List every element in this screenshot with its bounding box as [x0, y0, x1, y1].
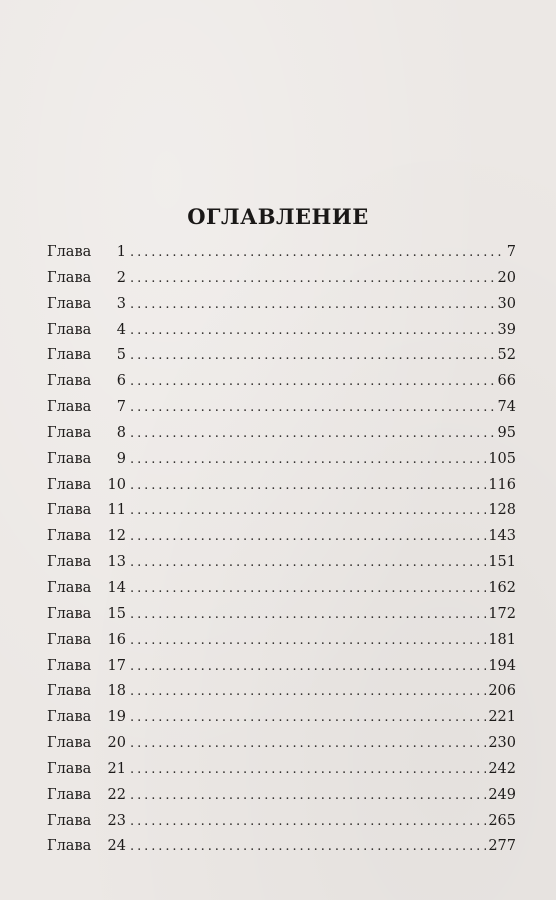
page-number: 172 — [488, 605, 516, 622]
chapter-label: Глава — [47, 502, 92, 519]
chapter-number: 4 — [116, 321, 126, 338]
dot-leader — [130, 602, 486, 628]
dot-leader — [130, 343, 496, 369]
dot-leader — [130, 757, 486, 783]
chapter-label: Глава — [47, 347, 92, 364]
dot-leader — [130, 292, 496, 318]
chapter-label: Глава — [47, 786, 92, 803]
chapter-label: Глава — [47, 269, 92, 286]
dot-leader — [130, 705, 486, 731]
page-title: ОГЛАВЛЕНИЕ — [187, 204, 369, 229]
toc-entry — [47, 240, 516, 266]
dot-leader — [130, 628, 486, 654]
page-number: 105 — [488, 450, 516, 467]
chapter-number: 16 — [107, 631, 126, 648]
page-number: 162 — [488, 579, 516, 596]
dot-leader — [130, 834, 486, 860]
chapter-label: Глава — [47, 631, 92, 648]
toc-entry — [47, 731, 516, 757]
chapter-number: 2 — [116, 269, 126, 286]
chapter-label: Глава — [47, 450, 92, 467]
toc-entry — [47, 447, 516, 473]
page-number: 39 — [497, 321, 516, 338]
toc-entry — [47, 498, 516, 524]
chapter-number: 24 — [107, 838, 126, 855]
chapter-number: 18 — [107, 683, 126, 700]
dot-leader — [130, 447, 486, 473]
dot-leader — [130, 550, 486, 576]
chapter-label: Глава — [47, 709, 92, 726]
toc-entry — [47, 628, 516, 654]
chapter-label: Глава — [47, 554, 92, 571]
page-number: 74 — [497, 399, 516, 416]
chapter-number: 22 — [107, 786, 126, 803]
toc-entry — [47, 654, 516, 680]
toc-entry — [47, 705, 516, 731]
page-number: 277 — [488, 838, 516, 855]
page-number: 221 — [488, 709, 516, 726]
chapter-label: Глава — [47, 399, 92, 416]
toc-entry — [47, 395, 516, 421]
toc-entry — [47, 757, 516, 783]
page-number: 128 — [488, 502, 516, 519]
page-number: 30 — [497, 295, 516, 312]
chapter-label: Глава — [47, 838, 92, 855]
page-number: 52 — [497, 347, 516, 364]
chapter-number: 13 — [107, 554, 126, 571]
chapter-label: Глава — [47, 735, 92, 752]
page-number: 249 — [488, 786, 516, 803]
toc-entry — [47, 809, 516, 835]
page-number: 7 — [506, 244, 516, 260]
dot-leader — [130, 369, 496, 395]
toc-entry — [47, 602, 516, 628]
chapter-label: Глава — [47, 476, 92, 493]
chapter-number: 19 — [107, 709, 126, 726]
toc-entry — [47, 473, 516, 499]
chapter-label: Глава — [47, 683, 92, 700]
chapter-label: Глава — [47, 657, 92, 674]
toc-entry — [47, 292, 516, 318]
dot-leader — [130, 395, 496, 421]
page-number: 206 — [488, 683, 516, 700]
toc-entry — [47, 524, 516, 550]
chapter-label: Глава — [47, 812, 92, 829]
chapter-number: 12 — [107, 528, 126, 545]
dot-leader — [130, 654, 486, 680]
chapter-label: Глава — [47, 373, 92, 390]
toc-entry — [47, 266, 516, 292]
dot-leader — [130, 266, 496, 292]
chapter-label: Глава — [47, 605, 92, 622]
chapter-label: Глава — [47, 244, 92, 260]
page-number: 242 — [488, 760, 516, 777]
page-number: 230 — [488, 735, 516, 752]
page-number: 181 — [488, 631, 516, 648]
page-number: 151 — [488, 554, 516, 571]
page-number: 95 — [497, 424, 516, 441]
dot-leader — [130, 731, 486, 757]
page-number: 194 — [488, 657, 516, 674]
dot-leader — [130, 318, 496, 344]
page-number: 143 — [488, 528, 516, 545]
dot-leader — [130, 421, 496, 447]
chapter-label: Глава — [47, 760, 92, 777]
toc-entry — [47, 783, 516, 809]
dot-leader — [130, 473, 486, 499]
chapter-number: 1 — [116, 244, 126, 260]
chapter-number: 7 — [116, 399, 126, 416]
page-number: 20 — [497, 269, 516, 286]
chapter-number: 17 — [107, 657, 126, 674]
toc-entry — [47, 369, 516, 395]
chapter-label: Глава — [47, 295, 92, 312]
chapter-number: 10 — [107, 476, 126, 493]
chapter-number: 6 — [116, 373, 126, 390]
chapter-number: 3 — [116, 295, 126, 312]
dot-leader — [130, 240, 505, 266]
chapter-number: 9 — [116, 450, 126, 467]
chapter-number: 14 — [107, 579, 126, 596]
dot-leader — [130, 524, 486, 550]
toc-entry — [47, 343, 516, 369]
table-of-contents — [47, 240, 516, 860]
chapter-label: Глава — [47, 321, 92, 338]
toc-entry — [47, 421, 516, 447]
page-number: 265 — [488, 812, 516, 829]
chapter-label: Глава — [47, 579, 92, 596]
toc-entry — [47, 576, 516, 602]
dot-leader — [130, 809, 486, 835]
chapter-number: 23 — [107, 812, 126, 829]
chapter-label: Глава — [47, 528, 92, 545]
chapter-number: 20 — [107, 735, 126, 752]
toc-entry — [47, 834, 516, 860]
dot-leader — [130, 783, 486, 809]
chapter-number: 11 — [107, 502, 126, 519]
chapter-number: 21 — [107, 760, 126, 777]
page-number: 66 — [497, 373, 516, 390]
chapter-label: Глава — [47, 424, 92, 441]
chapter-number: 15 — [107, 605, 126, 622]
dot-leader — [130, 576, 486, 602]
chapter-number: 8 — [116, 424, 126, 441]
toc-entry — [47, 550, 516, 576]
toc-entry — [47, 318, 516, 344]
page-number: 116 — [488, 476, 516, 493]
toc-entry — [47, 679, 516, 705]
chapter-number: 5 — [116, 347, 126, 364]
dot-leader — [130, 679, 486, 705]
dot-leader — [130, 498, 486, 524]
